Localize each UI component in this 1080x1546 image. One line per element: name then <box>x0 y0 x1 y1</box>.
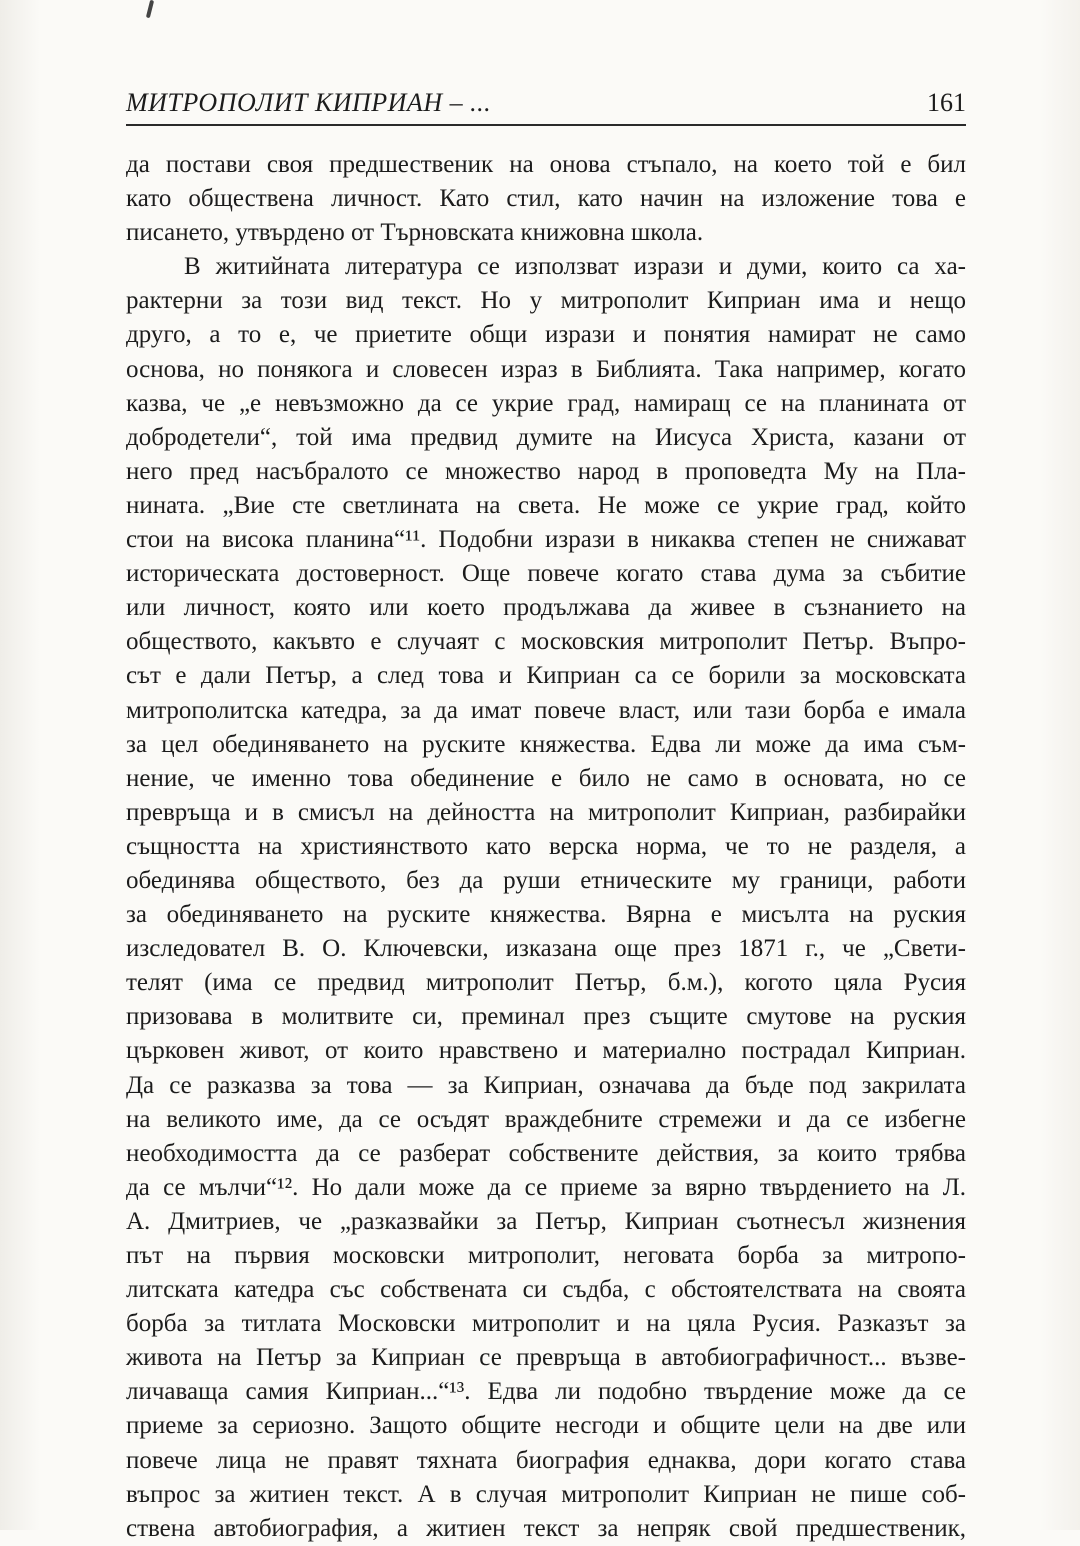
text-line: като обществена личност. Като стил, като начин на изложение това е <box>126 185 966 213</box>
text-line: литската катедра със собствената си съдба, с обстоятелствата на своята <box>126 1276 966 1304</box>
text-line: нината. „Вие сте светлината на света. Не може се укрие град, който <box>126 491 966 519</box>
page-number: 161 <box>927 88 966 117</box>
text-line: да постави своя предшественик на онова стъпало, на което той е бил <box>126 151 966 178</box>
text-line: писането, утвърдено от Търновската книжовна школа. <box>126 219 704 247</box>
text-line: същността на християнството като верска норма, че то не разделя, а <box>126 832 966 860</box>
text-line: историческата достоверност. Още повече когато става дума за събитие <box>126 560 966 588</box>
text-line: обединява обществото, без да руши етническите му граници, работи <box>126 866 966 894</box>
text-line: приеме за сериозно. Защото общите несгоди и общите цели на две или <box>126 1412 966 1440</box>
page-header <box>126 84 966 126</box>
text-line: А. Дмитриев, че „разказвайки за Петър, Киприан съотнесъл жизнения <box>126 1207 966 1235</box>
text-line: на великото име, да се осъдят враждебните стремежи и да се избегне <box>126 1105 966 1133</box>
text-line: Да се разказва за това — за Киприан, означава да бъде под закрилата <box>126 1071 966 1099</box>
text-line: за цел обединяването на руските княжества. Едва ли може да има съм- <box>126 730 966 758</box>
text-line: митрополитска катедра, за да имат повече власт, или тази борба е имала <box>126 696 966 724</box>
text-line: да се мълчи“¹². Но дали може да се приеме за вярно твърдението на Л. <box>126 1173 966 1201</box>
text-line: телят (има се предвид митрополит Петър, б.м.), когото цяла Русия <box>126 969 966 997</box>
text-line: обществото, какъвто е случаят с московския митрополит Петър. Въпро- <box>126 628 966 656</box>
text-line: добродетели“, той има предвид думите на Иисуса Христа, казани от <box>126 423 966 451</box>
text-line: стои на висока планина“¹¹. Подобни изрази в никаква степен не снижават <box>126 526 966 554</box>
text-line: живота на Петър за Киприан се превръща в автобиографичност... възве- <box>126 1344 966 1372</box>
text-line: личаваща самия Киприан...“¹³. Едва ли подобно твърдение може да се <box>126 1378 966 1406</box>
text-line: църковен живот, от които нравствено и материално пострадал Киприан. <box>126 1037 966 1065</box>
text-line: нение, че именно това обединение е било не само в основата, но се <box>126 764 966 792</box>
text-line: път на първия московски митрополит, неговата борба за митропо- <box>126 1242 966 1269</box>
text-line: повече лица не правят тяхната биография еднаква, дори когато става <box>126 1446 966 1474</box>
text-line: необходимостта да се разберат собствените действия, за които трябва <box>126 1139 966 1167</box>
text-line: изследовател В. О. Ключевски, изказана още през 1871 г., че „Свети- <box>126 935 966 963</box>
text-line: основа, но понякога и словесен израз в Библията. Така например, когато <box>126 355 966 383</box>
pencil-mark <box>146 0 154 18</box>
text-line: превръща и в смисъл на дейността на митрополит Киприан, разбирайки <box>126 798 966 826</box>
text-line: или личност, която или което продължава да живее в съзнанието на <box>126 594 966 622</box>
text-line: сът е дали Петър, а след това и Киприан са се борили за московската <box>126 662 966 690</box>
running-title: МИТРОПОЛИТ КИПРИАН – ... <box>126 88 492 117</box>
text-line: друго, а то е, че приетите общи изрази и понятия намират не само <box>126 321 966 349</box>
body-text <box>126 148 966 1546</box>
text-line: за обединяването на руските княжества. Вярна е мисълта на руския <box>126 901 966 929</box>
text-line: въпрос за житиен текст. А в случая митрополит Киприан не пише соб- <box>126 1480 966 1508</box>
text-line: казва, че „е невъзможно да се укрие град, намиращ се на планината от <box>126 389 966 417</box>
text-line: борба за титлата Московски митрополит и на цяла Русия. Разказът за <box>126 1310 966 1338</box>
text-line: рактерни за този вид текст. Но у митрополит Киприан има и нещо <box>126 287 966 315</box>
text-line: него пред насъбралото се множество народ в проповедта Му на Пла- <box>126 457 966 485</box>
paragraph-start-line: В житийната литература се използват изрази и думи, които са ха- <box>184 253 966 281</box>
text-line: ствена автобиография, а житиен текст за непряк свой предшественик, <box>126 1514 966 1542</box>
text-line: призовава в молитвите си, преминал през същите смутове на руския <box>126 1003 966 1031</box>
